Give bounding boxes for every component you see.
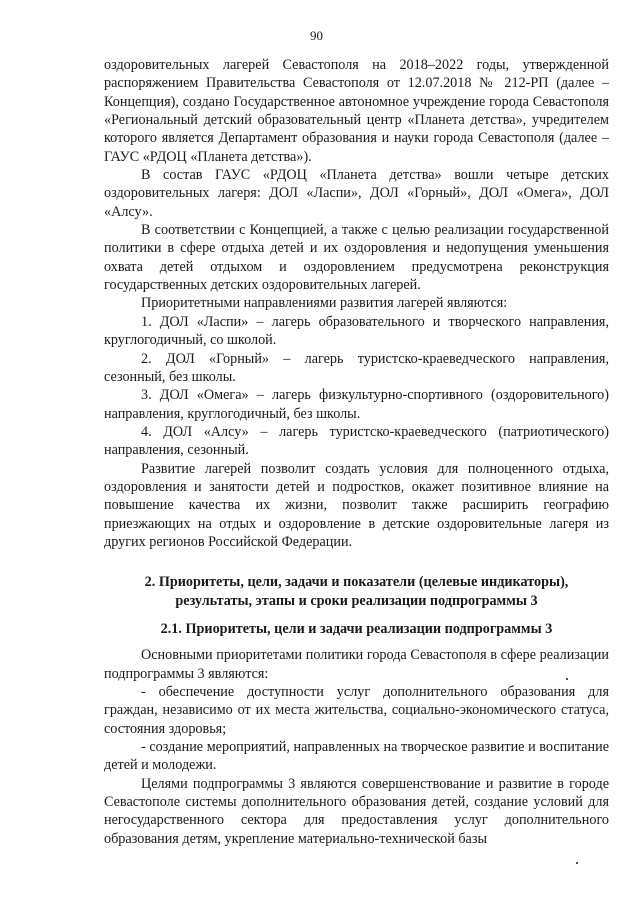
page-content xyxy=(104,56,609,848)
page-number: 90 xyxy=(310,28,323,43)
paragraph-goals: Целями подпрограммы 3 являются совершенствование и развитие в городе Севастополе системы дополнительного образования детей, создание условий для негосударственного сектора для предоставления услуг дополнительного образования детям, укрепление материально-технической базы xyxy=(104,775,609,847)
list-item-events: - создание мероприятий, направленных на творческое развитие и воспитание детей и молодежи. xyxy=(104,739,609,774)
list-item-alsu: 4. ДОЛ «Алсу» – лагерь туристско-краеведческого (патриотического) направления, сезонный. xyxy=(104,423,609,459)
paragraph-priority-directions: Приоритетными направлениями развития лагерей являются: xyxy=(141,295,508,312)
section-heading-line-2: результаты, этапы и сроки реализации подпрограммы 3 xyxy=(175,592,538,609)
paragraph-main-priorities: Основными приоритетами политики города Севастополя в сфере реализации подпрограммы 3 являются: xyxy=(104,647,609,682)
subsection-heading: 2.1. Приоритеты, цели и задачи реализации подпрограммы 3 xyxy=(160,620,553,637)
list-item-gorny: 2. ДОЛ «Горный» – лагерь туристско-краеведческого направления, сезонный, без школы. xyxy=(104,350,609,385)
scan-speck xyxy=(566,678,568,680)
section-heading-line-1: 2. Приоритеты, цели, задачи и показатели (целевые индикаторы), xyxy=(144,574,569,591)
list-item-accessibility: - обеспечение доступности услуг дополнительного образования для граждан, независимо от их места жительства, социально-экономического статуса, состояния здоровья; xyxy=(104,684,609,737)
list-item-omega: 3. ДОЛ «Омега» – лагерь физкультурно-спортивного (оздоровительного) направления, круглогодичный, без школы. xyxy=(104,387,609,422)
paragraph-development-effect: Развитие лагерей позволит создать условия для полноценного отдыха, оздоровления и занятости детей и подростков, окажет позитивное влияние на повышение качества их жизни, позволит также расширить географию приезжающих на отдых и оздоровление в детские оздоровительные лагеря из других регионов Российской Федерации. xyxy=(104,460,609,550)
scan-speck xyxy=(576,862,578,864)
paragraph-reconstruction: В соответствии с Концепцией, а также с целью реализации государственной политики в сфере отдыха детей и их оздоровления и недопущения уменьшения охвата детей отдыхом и оздоровлением предусмотрена реконструкция государственных детских оздоровительных лагерей. xyxy=(104,222,609,294)
paragraph-concept-intro: оздоровительных лагерей Севастополя на 2018–2022 годы, утвержденной распоряжением Правительства Севастополя от 12.07.2018 № 212-РП (далее – Концепция), создано Государственное автономное учреждение города Севастополя «Региональный детский образовательный центр «Планета детства», учредителем которого является Департамент образования и науки города Севастополя (далее – ГАУС «РДОЦ «Планета детства»). xyxy=(104,57,609,165)
list-item-laspi: 1. ДОЛ «Ласпи» – лагерь образовательного и творческого направления, круглогодичный, со школой. xyxy=(104,313,609,349)
paragraph-camps-composition: В состав ГАУС «РДОЦ «Планета детства» вошли четыре детских оздоровительных лагеря: ДОЛ «Ласпи», ДОЛ «Горный», ДОЛ «Омега», ДОЛ «Алсу». xyxy=(104,167,609,220)
